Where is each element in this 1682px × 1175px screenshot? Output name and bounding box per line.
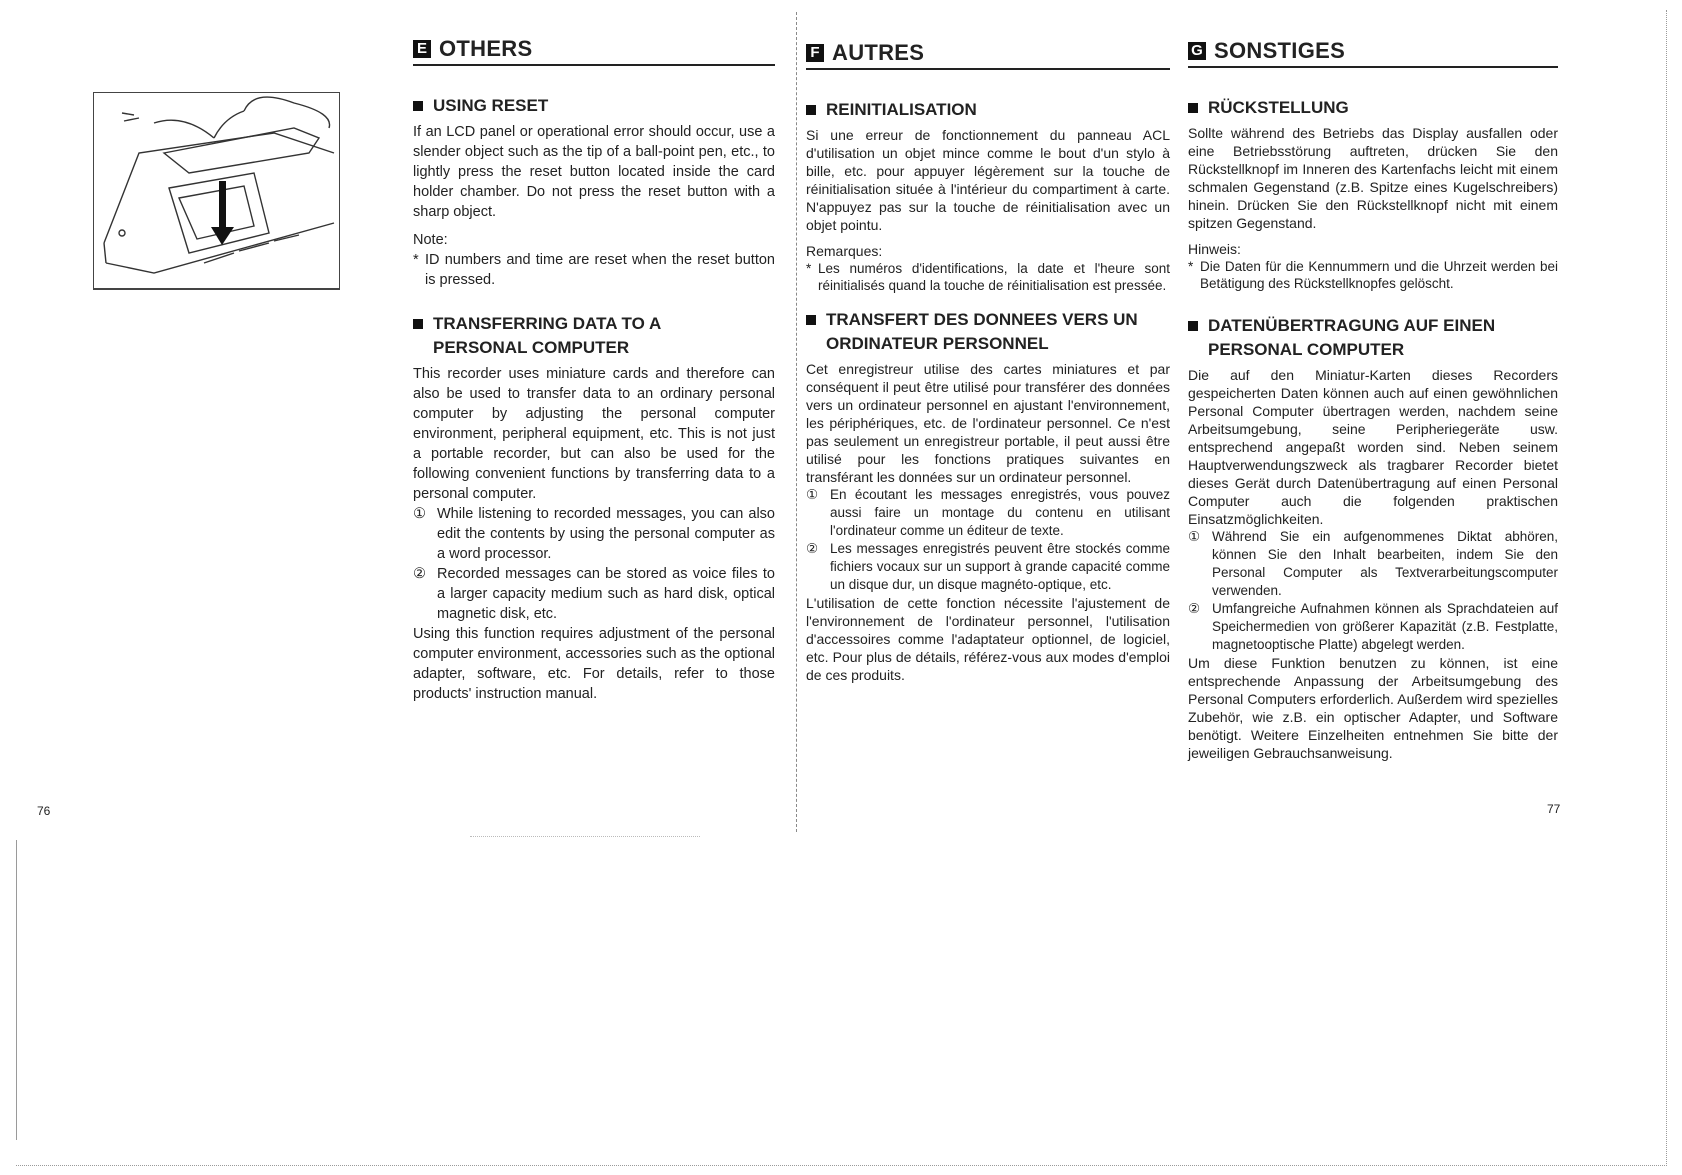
hand-pressing-reset-icon — [94, 93, 339, 288]
language-badge: G — [1188, 42, 1206, 60]
square-bullet-icon — [1188, 321, 1198, 331]
closing-paragraph: L'utilisation de cette fonction nécessite l'ajustement de l'environnement de l'ordinateur personnel, l'utilisation d'accessoires comme l'adaptateur optionnel, de logiciel, etc. Pour plus de détails, référez-vous aux modes d'emploi de ces produits. — [806, 595, 1170, 683]
asterisk-icon: * — [806, 261, 812, 276]
section-header-sonstiges — [1188, 38, 1558, 68]
asterisk-icon: * — [1188, 259, 1194, 274]
page-fold-divider — [796, 12, 797, 832]
heading-using-reset: USING RESET — [413, 94, 775, 118]
list-item: ② Recorded messages can be stored as voice files to a larger capacity medium such as hard disk, optical magnetic disk, etc. — [413, 566, 775, 622]
note-label: Note: — [413, 232, 448, 248]
note-item: * Les numéros d'identifications, la date et l'heure sont réinitialisés quand la touche de réinitialisation est pressée. — [806, 261, 1170, 293]
language-badge: F — [806, 44, 824, 62]
reset-paragraph: Si une erreur de fonctionnement du panneau ACL d'utilisation un objet mince comme le bout d'un stylo à bille, etc. pour appuyer légèrement sur la touche de réinitialisation située à l'intérieur du compartiment à carte. N'appuyez pas sur la touche de réinitialisation avec un objet pointu. — [806, 127, 1170, 233]
asterisk-icon: * — [413, 252, 419, 268]
section-header-autres — [806, 40, 1170, 70]
page-number-left: 76 — [37, 804, 51, 818]
square-bullet-icon — [806, 105, 816, 115]
section-title: SONSTIGES — [1214, 38, 1346, 63]
reset-paragraph: Sollte während des Betriebs das Display ausfallen oder eine Betriebsstörung auftreten, drücken Sie den Rückstellknopf im Inneren des Kartenfachs leicht mit einem schmalen Gegenstand (z.B. Spitze eines Kugelschreibers) hinein. Drücken Sie den Rückstellknopf nicht mit einem spitzen Gegenstand. — [1188, 125, 1558, 231]
closing-paragraph: Using this function requires adjustment of the personal computer environment, accessories such as the optional adapter, software, etc. For details, refer to those products' instruction manual. — [413, 626, 775, 702]
list-item: ① En écoutant les messages enregistrés, vous pouvez aussi faire un montage du contenu en utilisant l'ordinateur comme un éditeur de texte. — [806, 487, 1170, 538]
section-header-others — [413, 36, 775, 66]
language-badge: E — [413, 40, 431, 58]
transfer-paragraph: Cet enregistreur utilise des cartes miniatures et par conséquent il peut être utilisé pour transférer des données vers un ordinateur personnel en ajustant l'environnement, les périphériques, etc. de l'ordinateur personnel. Ce n'est pas seulement un enregistreur portable, il peut aussi être utilisé pour les fonctions pratiques suivantes en transférant les données sur un ordinateur personnel. — [806, 361, 1170, 485]
transfer-paragraph: Die auf den Miniatur-Karten dieses Recorders gespeicherten Daten können auch auf einen gewöhnlichen Personal Computer übertragen werden, nachdem seine Arbeitsumgebung, seine Peripheriegeräte usw. entsprechend angepaßt worden sind. Neben seinem Hauptverwendungszweck als tragbarer Recorder bietet dieses Gerät durch Datenübertragung auf einen Personal Computer auch die folgenden praktischen Einsatzmöglichkeiten. — [1188, 367, 1558, 527]
list-item: ② Umfangreiche Aufnahmen können als Sprachdateien auf Speichermedien von größerer Kapazität (z.B. Festplatte, magnetooptische Platte) abgelegt werden. — [1188, 601, 1558, 652]
list-item: ① Während Sie ein aufgenommenes Diktat abhören, können Sie den Inhalt bearbeiten, indem Sie den Personal Computer als Textverarbeitungscomputer verwenden. — [1188, 529, 1558, 598]
square-bullet-icon — [413, 319, 423, 329]
square-bullet-icon — [413, 101, 423, 111]
left-edge-line — [16, 840, 17, 1140]
reset-paragraph: If an LCD panel or operational error should occur, use a slender object such as the tip of a ball-point pen, etc., to lightly press the reset button located inside the card holder chamber. Do not press the reset button with a sharp object. — [413, 124, 775, 220]
column-german — [1188, 38, 1558, 762]
list-item: ② Les messages enregistrés peuvent être stockés comme fichiers vocaux sur un support à grande capacité comme un disque dur, un disque magnéto-optique, etc. — [806, 541, 1170, 592]
column-french — [806, 40, 1170, 684]
heading-transfert-donnees: TRANSFERT DES DONNEES VERS UN ORDINATEUR PERSONNEL — [806, 308, 1170, 356]
note-label: Hinweis: — [1188, 241, 1241, 257]
column-english — [413, 36, 775, 704]
heading-rueckstellung: RÜCKSTELLUNG — [1188, 96, 1558, 120]
heading-datenuebertragung: DATENÜBERTRAGUNG AUF EINEN PERSONAL COMPUTER — [1188, 314, 1558, 362]
transfer-paragraph: This recorder uses miniature cards and therefore can also be used to transfer data to an ordinary personal computer by adjusting the personal computer environment, peripheral equipment, etc. This is not just a portable recorder, but can also be used for the following convenient functions by transferring data to a personal computer. — [413, 366, 775, 502]
section-title: OTHERS — [439, 36, 533, 61]
closing-paragraph: Um diese Funktion benutzen zu können, ist eine entsprechende Anpassung der Arbeitsumgebung des Personal Computers erforderlich. Außerdem wird spezielles Zubehör, wie z.B. ein optischer Adapter, und Software benötigt. Weitere Einzelheiten entnehmen Sie bitte der jeweiligen Gebrauchsanweisung. — [1188, 655, 1558, 761]
page-number-right: 77 — [1547, 802, 1561, 816]
section-title: AUTRES — [832, 40, 925, 65]
reset-button-illustration — [93, 92, 340, 290]
note-item: * Die Daten für die Kennummern und die Uhrzeit werden bei Betätigung des Rückstellknopfes gelöscht. — [1188, 259, 1558, 291]
note-label: Remarques: — [806, 243, 883, 259]
list-item: ① While listening to recorded messages, you can also edit the contents by using the personal computer as a word processor. — [413, 506, 775, 562]
heading-transferring-data: TRANSFERRING DATA TO A PERSONAL COMPUTER — [413, 312, 775, 360]
square-bullet-icon — [806, 315, 816, 325]
note-item: * ID numbers and time are reset when the reset button is pressed. — [413, 252, 775, 288]
heading-reinitialisation: REINITIALISATION — [806, 98, 1170, 122]
scan-smudge-line — [470, 836, 700, 837]
square-bullet-icon — [1188, 103, 1198, 113]
